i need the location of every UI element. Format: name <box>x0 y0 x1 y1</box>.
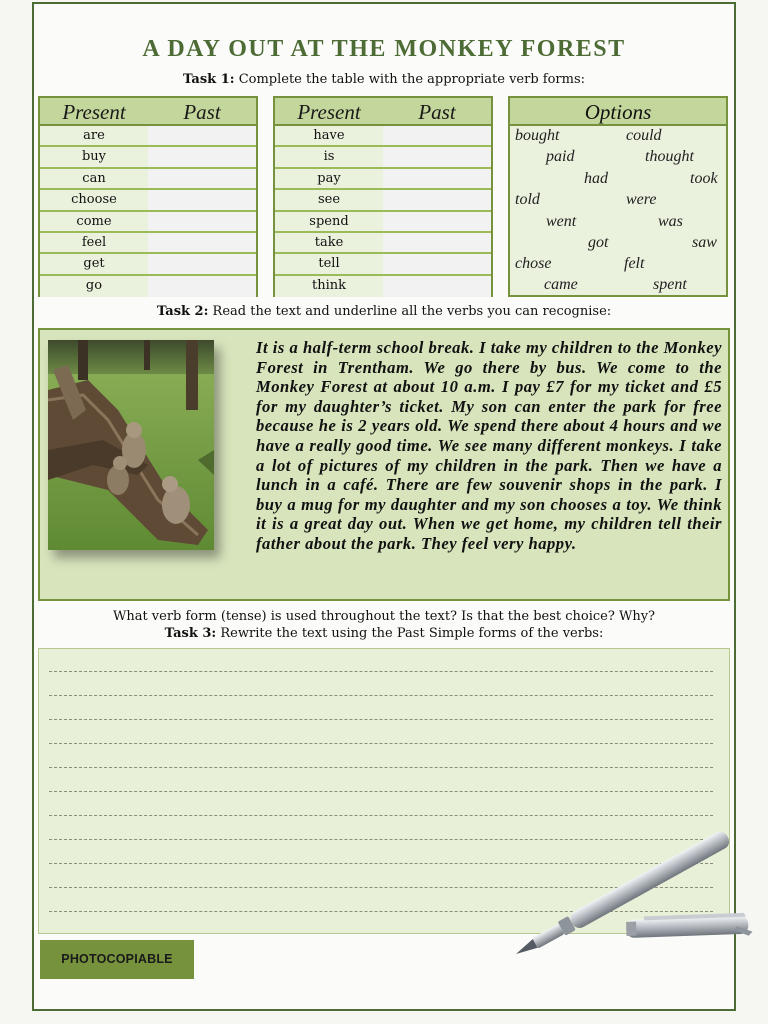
reading-passage[interactable]: It is a half-term school break. I take my children to the Monkey Forest in Trentham. We go there by bus. We come to the Monkey Forest at about 10 a.m. I pay £7 for my ticket and £5 for my daughter’s ticket. My son can enter the park for free because he is 2 years old. We spend there about 4 hours and we have a really good time. We see many different monkeys. I take a lot of pictures of my children in the park. Then we have a lunch in a café. There are few souvenir shops in the park. I buy a mug for my daughter and my son chooses a toy. We think it is a great day out. When we get home, my children tell their father about the park. They feel very happy. <box>256 338 722 553</box>
past-answer-cell[interactable] <box>383 190 491 209</box>
table-row <box>275 254 491 275</box>
past-answer-cell[interactable] <box>148 254 256 273</box>
verb-table-1 <box>38 96 258 297</box>
worksheet-title: A DAY OUT AT THE MONKEY FOREST <box>142 36 626 62</box>
table-row <box>275 190 491 211</box>
present-verb: get <box>40 254 148 273</box>
writing-line[interactable] <box>49 671 713 672</box>
writing-line[interactable] <box>49 791 713 792</box>
option-word: paid <box>546 148 575 165</box>
table-row <box>275 126 491 147</box>
writing-line[interactable] <box>49 815 713 816</box>
options-heading: Options <box>510 98 726 126</box>
present-header: Present <box>297 100 361 124</box>
options-box <box>508 96 728 297</box>
present-header: Present <box>62 100 126 124</box>
task1-label: Task 1: <box>182 72 235 87</box>
photocopiable-badge: PHOTOCOPIABLE <box>40 940 194 979</box>
present-verb: think <box>275 276 383 297</box>
past-answer-cell[interactable] <box>148 276 256 297</box>
past-answer-cell[interactable] <box>383 147 491 166</box>
option-word: had <box>584 170 608 187</box>
task1-text: Complete the table with the appropriate verb forms: <box>238 72 586 87</box>
past-answer-cell[interactable] <box>383 126 491 145</box>
option-word: got <box>588 234 609 251</box>
table-row <box>40 233 256 254</box>
table-row <box>275 147 491 168</box>
option-word: took <box>690 170 718 187</box>
present-verb: feel <box>40 233 148 252</box>
task3-instruction <box>0 626 768 641</box>
table-row <box>40 126 256 147</box>
reading-box <box>38 328 730 601</box>
option-word: could <box>626 127 662 144</box>
past-answer-cell[interactable] <box>148 190 256 209</box>
present-verb: can <box>40 169 148 188</box>
present-verb: tell <box>275 254 383 273</box>
past-answer-cell[interactable] <box>383 212 491 231</box>
past-header: Past <box>183 100 221 124</box>
task3-text: Rewrite the text using the Past Simple forms of the verbs: <box>220 626 604 641</box>
task3-label: Task 3: <box>164 626 217 641</box>
table-row <box>275 212 491 233</box>
option-word: was <box>658 213 683 230</box>
writing-line[interactable] <box>49 743 713 744</box>
option-word: thought <box>645 148 694 165</box>
option-word: spent <box>653 276 687 293</box>
past-answer-cell[interactable] <box>148 212 256 231</box>
verb-table-2 <box>273 96 493 297</box>
task1-instruction <box>0 72 768 87</box>
present-verb: have <box>275 126 383 145</box>
table-row <box>275 233 491 254</box>
writing-line[interactable] <box>49 767 713 768</box>
present-verb: take <box>275 233 383 252</box>
option-word: told <box>515 191 540 208</box>
present-verb: go <box>40 276 148 297</box>
writing-line[interactable] <box>49 695 713 696</box>
table-row <box>40 147 256 168</box>
writing-line[interactable] <box>49 719 713 720</box>
table-header <box>275 98 491 126</box>
option-word: were <box>626 191 657 208</box>
past-answer-cell[interactable] <box>148 169 256 188</box>
past-answer-cell[interactable] <box>148 233 256 252</box>
past-answer-cell[interactable] <box>383 276 491 297</box>
present-verb: see <box>275 190 383 209</box>
past-answer-cell[interactable] <box>383 233 491 252</box>
present-verb: pay <box>275 169 383 188</box>
table-row <box>40 169 256 190</box>
task2-label: Task 2: <box>156 304 209 319</box>
table-header <box>40 98 256 126</box>
present-verb: come <box>40 212 148 231</box>
task2-instruction <box>0 304 768 319</box>
table-row <box>40 254 256 275</box>
option-word: felt <box>624 255 645 272</box>
past-answer-cell[interactable] <box>383 254 491 273</box>
present-verb: buy <box>40 147 148 166</box>
option-word: saw <box>692 234 717 251</box>
fountain-pen-icon <box>508 826 758 962</box>
past-answer-cell[interactable] <box>148 147 256 166</box>
present-verb: is <box>275 147 383 166</box>
table-row <box>275 169 491 190</box>
present-verb: are <box>40 126 148 145</box>
option-word: came <box>544 276 578 293</box>
past-header: Past <box>418 100 456 124</box>
present-verb: choose <box>40 190 148 209</box>
past-answer-cell[interactable] <box>383 169 491 188</box>
table-row <box>40 190 256 211</box>
monkeys-photo <box>48 340 214 550</box>
table-row <box>275 276 491 297</box>
comprehension-question: What verb form (tense) is used throughout the text? Is that the best choice? Why? <box>112 609 656 624</box>
option-word: chose <box>515 255 552 272</box>
table-row <box>40 276 256 297</box>
present-verb: spend <box>275 212 383 231</box>
past-answer-cell[interactable] <box>148 126 256 145</box>
option-word: went <box>546 213 577 230</box>
option-word: bought <box>515 127 560 144</box>
table-row <box>40 212 256 233</box>
task2-text: Read the text and underline all the verbs you can recognise: <box>212 304 612 319</box>
